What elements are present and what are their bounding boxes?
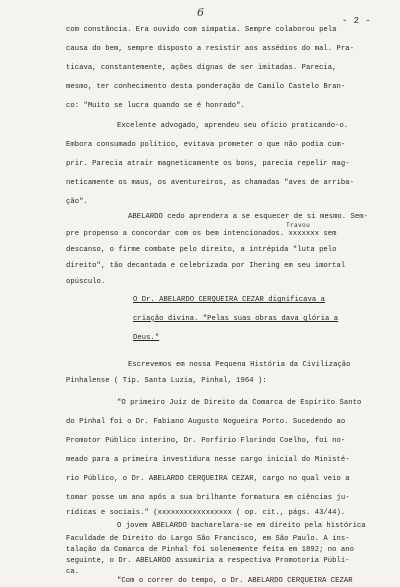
text-line: Excelente advogado, aprendeu seu ofício praticando-o. [117,122,349,130]
text-line: prir. Parecia atrair magneticamente os bons, parecia repelir mag- [66,160,350,168]
text-line: tomar posse um ano após a sua brilhante formatura em ciências ju- [66,494,350,502]
text-line: O jovem ABELARDO bacharelara-se em direito pela histórica [117,522,366,530]
text-line: ticava, constantemente, ações dignas de ser imitadas. Parecia, [66,64,337,72]
text-line: causa do bem, sempre disposto a resistir aos assédios do mal. Pra- [66,45,354,53]
text-line: pre propenso a concordar com os bem intencionados. xxxxxxx sem [66,230,337,238]
text-line: com constância. Era ouvido com simpatia. Sempre colaborou pela [66,26,337,34]
page-number: - 2 - [342,16,372,26]
text-line: Pinhalense ( Tip. Santa Luzia, Pinhal, 1964 ): [66,377,267,385]
text-line: direito", tão decantada e celebrizada por Ihering em seu imortal [66,262,346,270]
text-line: co: "Muito se lucra quando se é honrado". [66,102,245,110]
text-line: Escrevemos em nossa Pequena História da Civilização [128,361,351,369]
text-line: meado para a primeira investidura nesse cargo inicial do Ministé- [66,456,350,464]
text-line: "Com o correr do tempo, o Dr. ABELARDO CERQUEIRA CEZAR [117,577,353,585]
text-line: opúsculo. [66,278,106,286]
text-line: ABELARDO cedo aprendera a se esquecer de si mesmo. Sem- [128,213,368,221]
quote-line: Deus." [133,334,160,342]
handwritten-page-number: 6 [197,6,204,19]
text-line: rio Público, o Dr. ABELARDO CERQUEIRA CEZAR, cargo no qual veio a [66,475,350,483]
text-line: talação da Comarca de Pinhal foi solenemente feita em 1892; no ano [66,546,354,554]
text-line: Faculdade de Direito do Largo São Francisco, em São Paulo. A ins- [66,535,350,543]
text-line: "O primeiro Juiz de Direito da Comarca de Espírito Santo [117,399,362,407]
text-line: rídicas e sociais." (xxxxxxxxxxxxxxxxx ( op. cit., págs. 43/44). [66,509,346,517]
text-line: ção". [66,198,88,206]
text-line: Promotor Público interino, Dr. Porfírio Florindo Coelho, foi no- [66,437,346,445]
text-line: Embora consumado político, evitava prometer o que não podia cum- [66,141,346,149]
quote-line: O Dr. ABELARDO CERQUEIRA CEZAR dignificava a [133,296,325,304]
quote-line: criação divina. "Pelas suas obras dava glória a [133,315,339,323]
text-line: neticamente os maus, os aventureiros, as chamadas "aves de arriba- [66,179,354,187]
text-line: do Pinhal foi o Dr. Fabiano Augusto Nogueira Porto. Sucedendo ao [66,418,346,426]
text-line: mesmo, ter conhecimento desta ponderação de Camilo Castelo Bran- [66,83,346,91]
handwritten-correction: Travou [286,222,311,229]
text-line: ca. [66,568,80,576]
text-line: descanso, o firme combate pelo direito, a intrépida "luta pelo [66,246,337,254]
text-line: seguinte, o Dr. ABELARDO assumiria a respectiva Promotoria Públi- [66,557,350,565]
